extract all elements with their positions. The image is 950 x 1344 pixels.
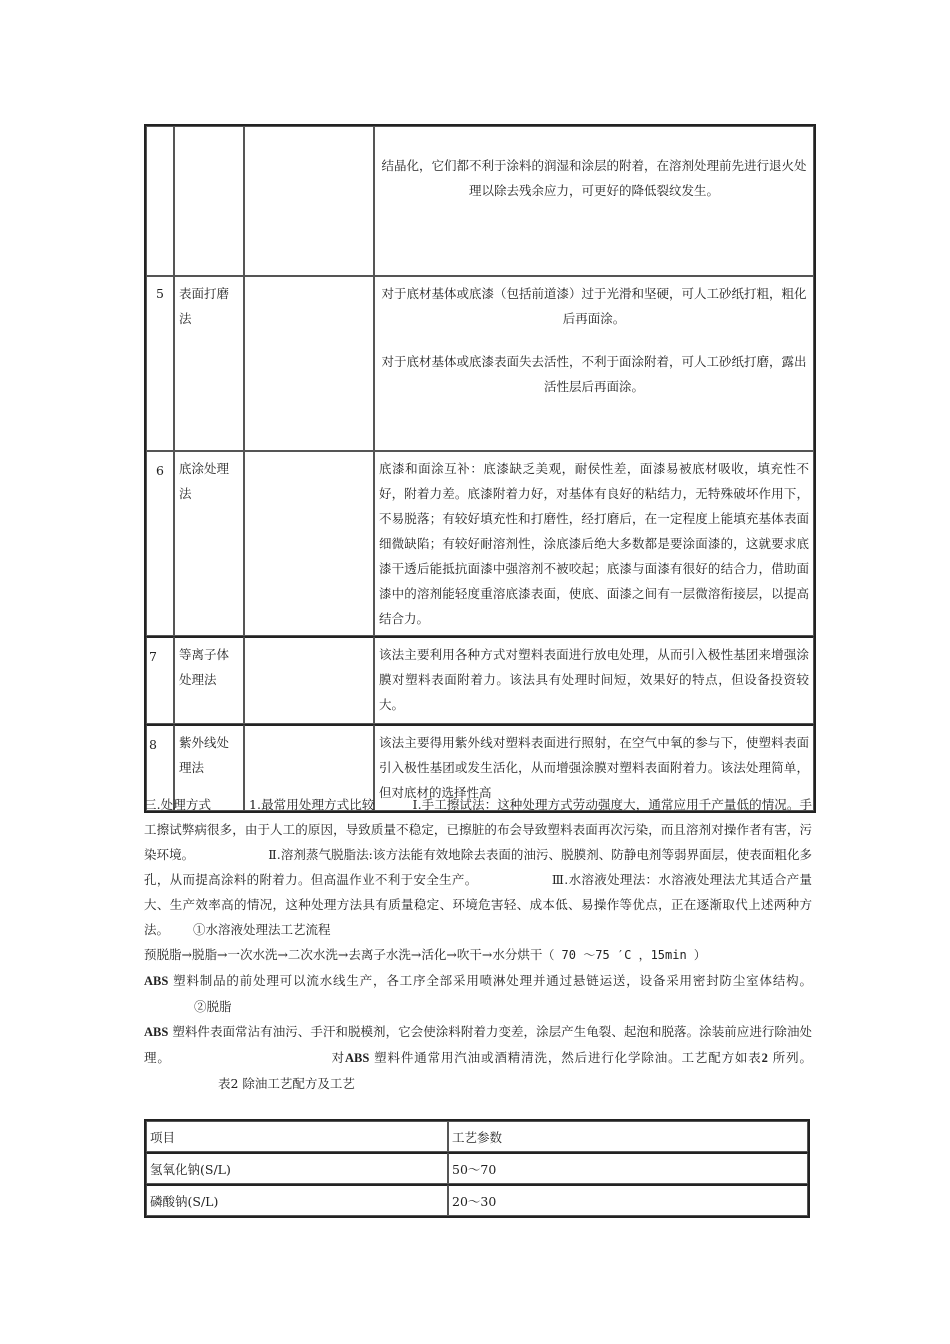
degreasing-formula-table [144,1119,810,1218]
method-name: 表面打磨法 [174,276,244,451]
table-cell: 氢氧化钠(S/L) [146,1152,448,1184]
method-description [374,636,814,724]
process-flow: 预脱脂→脱脂→一次水洗→二次水洗→去离子水洗→活化→吹干→水分烘干 [144,947,543,962]
table-cell: 50～70 [448,1152,808,1184]
abs-label: ABS [344,1051,370,1065]
cleaning-text: 塑料件通常用汽油或酒精清洗，然后进行化学除油。工艺配方如表 [369,1050,762,1065]
manual-wipe-method: Ⅰ.手工擦试法：这种处理方式劳动强度大，通常应用千产量低的情况。手工擦试弊病很多，由于人工的原因，导致质量不稳定，已擦脏的布会导致塑料表面再次污染，而且溶剂对操作者有害，污染环境。 [144,797,812,862]
table-row [146,636,814,724]
row-number: 7 [146,636,174,724]
cleaning-text: 对 [330,1050,345,1065]
row-number: 5 [146,276,174,451]
row-number: 8 [146,724,174,811]
method-description [374,126,814,276]
description-paragraph: 对于底材基体或底漆（包括前道漆）过于光滑和坚硬，可人工砂纸打粗，粗化后再面涂。 [381,286,807,326]
pretreatment-paragraph: 塑料制品的前处理可以流水线生产，各工序全部采用喷淋处理并通过悬链运送，设备采用密封防尘室体结构。 [168,973,812,988]
table-caption: 表2 除油工艺配方及工艺 [218,1076,355,1091]
degreasing-paragraph: 塑料件表面常沾有油污、手汗和脱模剂，它会使涂料附着力变差，涂层产生龟裂、起泡和脱落。涂装前应进行除油处理。 [144,1024,812,1065]
solvent-vapor-method: Ⅱ.溶剂蒸气脱脂法:该方法能有效地除去表面的油污、脱膜剂、防静电剂等弱界面层，使表面粗化多孔，从而提高涂料的附着力。但高温作业不利于安全生产。 [144,847,812,887]
method-description [374,451,814,636]
method-description [374,276,814,451]
method-name: 底涂处理法 [174,451,244,636]
table-header-row [146,1121,808,1152]
aqueous-solution-method: Ⅲ.水溶液处理法：水溶液处理法尤其适合产量大、生产效率高的情况，这种处理方法具有质量稳定、环境危害轻、成本低、易操作等优点，正在逐渐取代上述两种方法。 [144,872,812,937]
subsection-title: 1.最常用处理方式比较 [249,797,375,812]
treatment-methods-table [144,124,816,813]
column-header: 工艺参数 [448,1121,808,1152]
blank-cell [244,636,374,724]
process-flow-heading: ①水溶液处理法工艺流程 [193,922,331,937]
description-paragraph: 该法主要利用各种方式对塑料表面进行放电处理，从而引入极性基团来增强涂膜对塑料表面附着力。该法具有处理时间短，效果好的特点，但设备投资较大。 [379,647,809,712]
blank-cell [244,126,374,276]
method-name [174,126,244,276]
description-paragraph: 底漆和面涂互补：底漆缺乏美观，耐侯性差，面漆易被底材吸收，填充性不好，附着力差。底漆附着力好，对基体有良好的粘结力，无特殊破坏作用下，不易脱落；有较好填充性和打磨性，经打磨后，在一定程度上能填充基体表面细微缺陷；有较好耐溶剂性，涂底漆后绝大多数都是要涂面漆的，这就要求底漆干透后能抵抗面漆中强溶剂不被咬起；底漆与面漆有很好的结合力，借助面漆中的溶剂能轻度重溶底漆表面，使底、面漆之间有一层微溶衔接层，以提高结合力。 [379,461,809,626]
description-paragraph: 结晶化，它们都不利于涂料的润湿和涂层的附着，在溶剂处理前先进行退火处理以除去残余应力，可更好的降低裂纹发生。 [381,158,807,198]
cleaning-text: 所列。 [767,1050,812,1065]
table-cell: 20～30 [448,1184,808,1216]
table-cell: 磷酸钠(S/L) [146,1184,448,1216]
table-row [146,1184,808,1216]
row-number [146,126,174,276]
process-flow-params: （ 70 ～75 ′C ，15min ） [542,948,706,962]
processing-methods-section [144,792,812,1096]
table-row [146,1152,808,1184]
table-row [146,451,814,636]
column-header: 项目 [146,1121,448,1152]
section-heading: 三.处理方式 [144,797,212,812]
description-paragraph: 对于底材基体或底漆表面失去活性，不利于面涂附着，可人工砂纸打磨，露出活性层后再面涂。 [381,354,807,394]
degreasing-heading: ②脱脂 [194,999,232,1014]
row-number: 6 [146,451,174,636]
abs-label: ABS [144,1025,169,1039]
abs-label: ABS [144,974,169,988]
table-ref-number: 2 [761,1051,768,1065]
table-row [146,126,814,276]
method-name: 等离子体处理法 [174,636,244,724]
method-name: 紫外线处理法 [174,724,244,811]
blank-cell [244,276,374,451]
table-row [146,276,814,451]
blank-cell [244,451,374,636]
description-paragraph: 该法主要得用紫外线对塑料表面进行照射，在空气中氧的参与下，使塑料表面引入极性基团或发生活化，从而增强涂膜对塑料表面附着力。该法处理简单，但对底材的选择性高 [379,735,809,800]
